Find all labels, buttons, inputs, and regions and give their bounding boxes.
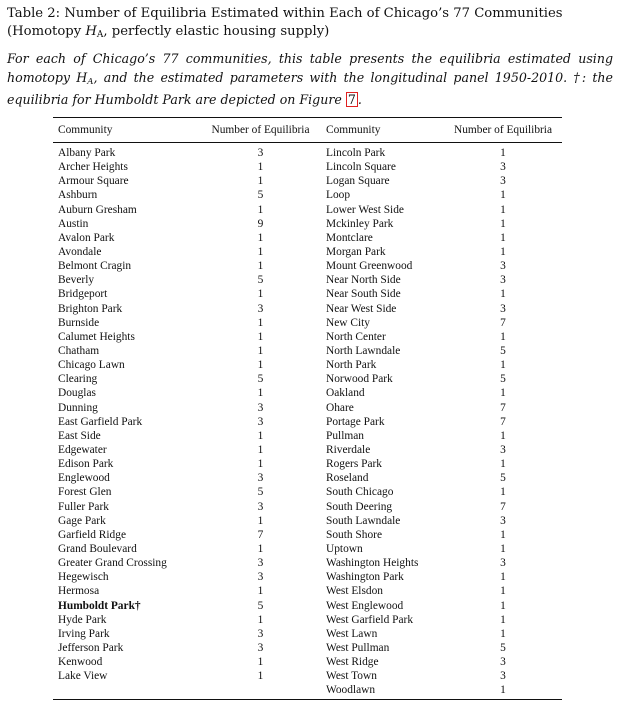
equilibria-count-cell: 1 [500, 246, 506, 259]
table-row [53, 655, 562, 669]
equilibria-count-cell: 5 [500, 373, 506, 386]
equilibria-count-cell: 1 [500, 571, 506, 584]
table-row [53, 358, 562, 372]
community-cell: Calumet Heights [58, 330, 135, 343]
community-cell: Rogers Park [326, 458, 382, 471]
equilibria-count-cell: 5 [257, 189, 264, 202]
community-cell: Washington Heights [326, 557, 419, 570]
community-cell: Lincoln Square [326, 161, 396, 174]
table-row [53, 514, 562, 528]
table-row [53, 372, 562, 386]
community-cell: Norwood Park [326, 373, 393, 386]
equilibria-count-cell: 1 [500, 189, 506, 202]
community-cell: Englewood [58, 472, 110, 485]
community-cell: Uptown [326, 543, 363, 555]
community-cell: Clearing [58, 373, 98, 386]
equilibria-count-cell: 3 [500, 175, 506, 188]
table-row [53, 143, 562, 161]
equilibria-count-cell: 1 [257, 203, 264, 216]
equilibria-count-cell: 1 [500, 203, 506, 216]
table-row [53, 231, 562, 245]
equilibria-count-cell: 1 [257, 175, 264, 188]
community-cell: West Lawn [326, 627, 378, 640]
equilibria-count-cell: 1 [257, 585, 264, 598]
equilibria-count-cell: 1 [257, 288, 264, 301]
header-equilibria-2: Number of Equilibria [453, 124, 553, 136]
equilibria-count-cell: 3 [500, 670, 506, 683]
table-row [53, 627, 562, 641]
community-cell: South Shore [326, 528, 383, 541]
community-cell: West Garfield Park [326, 613, 414, 626]
community-cell: Hermosa [58, 585, 100, 598]
equilibria-count-cell: 3 [500, 656, 506, 669]
community-cell: Grand Boulevard [58, 543, 137, 555]
community-cell: Morgan Park [326, 246, 386, 259]
figure-reference-link[interactable]: 7 [347, 92, 356, 107]
equilibria-count-cell: 1 [500, 613, 506, 626]
equilibria-count-cell: 3 [257, 627, 264, 640]
equilibria-count-cell: 1 [257, 543, 264, 555]
equilibria-count-cell: 3 [500, 302, 506, 315]
table-row [53, 344, 562, 358]
community-cell: Lake View [58, 670, 108, 683]
community-cell: Auburn Gresham [58, 203, 137, 216]
community-cell: Pullman [326, 429, 364, 442]
equilibria-count-cell: 1 [257, 458, 264, 471]
community-cell: Woodlawn [326, 684, 376, 697]
community-cell: Bridgeport [58, 288, 108, 301]
community-cell: Fuller Park [58, 500, 109, 513]
community-cell: Albany Park [58, 147, 116, 160]
community-cell: Washington Park [326, 571, 404, 584]
community-cell: Avondale [58, 246, 102, 259]
equilibria-count-cell: 3 [257, 571, 264, 584]
equilibria-count-cell: 3 [257, 557, 264, 570]
table-row [53, 528, 562, 542]
community-cell: South Lawndale [326, 514, 401, 527]
equilibria-table [53, 117, 562, 700]
community-cell: West Town [326, 670, 377, 683]
community-cell: Edgewater [58, 444, 107, 457]
community-cell: Hegewisch [58, 571, 109, 584]
equilibria-count-cell [198, 683, 323, 700]
equilibria-count-cell: 5 [500, 472, 506, 485]
equilibria-count-cell: 3 [257, 147, 264, 160]
note-text-2: , and the estimated parameters with the longitudinal panel 1950-2010. [93, 69, 568, 85]
equilibria-count-cell: 5 [500, 345, 506, 358]
equilibria-count-cell: 1 [500, 543, 506, 555]
equilibria-count-cell: 1 [500, 231, 506, 244]
community-cell [53, 683, 198, 700]
community-cell: New City [326, 316, 370, 329]
community-cell: Beverly [58, 274, 95, 287]
equilibria-count-cell: 1 [257, 613, 264, 626]
equilibria-count-cell: 1 [257, 231, 264, 244]
community-cell: Portage Park [326, 415, 385, 428]
table-row [53, 542, 562, 556]
equilibria-count-cell: 1 [257, 316, 264, 329]
community-cell: West Ridge [326, 656, 379, 669]
table-body [53, 143, 562, 700]
community-cell: Archer Heights [58, 161, 128, 174]
community-cell: Greater Grand Crossing [58, 557, 167, 570]
equilibria-count-cell: 1 [257, 345, 264, 358]
equilibria-count-cell: 3 [500, 444, 506, 457]
community-cell: Chicago Lawn [58, 359, 125, 372]
equilibria-count-cell: 7 [500, 500, 506, 513]
equilibria-count-cell: 1 [500, 147, 506, 160]
equilibria-count-cell: 1 [257, 246, 264, 259]
header-community-1: Community [58, 124, 113, 136]
community-cell: West Pullman [326, 641, 390, 654]
table-row [53, 500, 562, 514]
equilibria-count-cell: 5 [257, 373, 264, 386]
table-row [53, 485, 562, 499]
equilibria-count-cell: 3 [257, 641, 264, 654]
community-cell: Lincoln Park [326, 147, 386, 160]
community-cell: Near West Side [326, 302, 397, 315]
equilibria-count-cell: 1 [257, 359, 264, 372]
equilibria-count-cell: 3 [500, 260, 506, 273]
table-row [53, 683, 562, 700]
table-row [53, 259, 562, 273]
community-cell: West Elsdon [326, 585, 383, 598]
community-cell: North Lawndale [326, 345, 401, 358]
table-row [53, 457, 562, 471]
table-row [53, 669, 562, 683]
community-cell: Burnside [58, 316, 100, 329]
community-cell: Edison Park [58, 458, 114, 471]
table-row [53, 584, 562, 598]
equilibria-count-cell: 1 [500, 528, 506, 541]
community-cell: Near North Side [326, 274, 401, 287]
table-row [53, 641, 562, 655]
equilibria-count-cell: 3 [500, 161, 506, 174]
equilibria-count-cell: 3 [257, 500, 264, 513]
table-row [53, 599, 562, 613]
community-cell: Irving Park [58, 627, 110, 640]
community-cell: Ashburn [58, 189, 98, 202]
equilibria-count-cell: 1 [257, 444, 264, 457]
equilibria-count-cell: 7 [257, 528, 264, 541]
community-cell: Riverdale [326, 444, 371, 457]
equilibria-count-cell: 9 [257, 217, 264, 230]
note-h-subscript: A [87, 76, 94, 87]
equilibria-count-cell: 7 [500, 316, 506, 329]
equilibria-count-cell: 1 [500, 288, 506, 301]
note-period: . [357, 92, 362, 107]
equilibria-count-cell: 3 [257, 401, 264, 414]
equilibria-count-cell: 3 [257, 472, 264, 485]
equilibria-count-cell: 1 [257, 387, 264, 400]
community-cell: Austin [58, 217, 89, 230]
note-dagger: † [573, 69, 582, 85]
community-cell: Loop [326, 189, 351, 202]
community-cell: Lower West Side [326, 203, 404, 216]
equilibria-count-cell: 3 [500, 274, 506, 287]
caption-h-symbol: H [85, 24, 97, 39]
equilibria-count-cell: 3 [500, 514, 506, 527]
table-row [53, 174, 562, 188]
equilibria-count-cell: 1 [500, 585, 506, 598]
community-cell: Mckinley Park [326, 217, 394, 230]
table-row [53, 203, 562, 217]
table-row [53, 188, 562, 202]
community-cell: Armour Square [58, 175, 129, 188]
table-row [53, 415, 562, 429]
note-text-3: : the equilibria for Humboldt Park are depicted on Figure [7, 69, 613, 107]
equilibria-count-cell: 1 [257, 429, 264, 442]
table-row [53, 401, 562, 415]
community-cell: Oakland [326, 387, 365, 400]
table-row [53, 330, 562, 344]
caption-text-end: , perfectly elastic housing supply) [103, 24, 330, 39]
table-row [53, 217, 562, 231]
table-row [53, 273, 562, 287]
community-cell: Near South Side [326, 288, 401, 301]
note-h-symbol: H [76, 69, 88, 85]
table-header-row [53, 118, 562, 143]
equilibria-count-cell: 3 [500, 557, 506, 570]
community-cell: Humboldt Park† [58, 599, 141, 612]
caption-label: Table 2: [7, 6, 61, 21]
community-cell: Ohare [326, 401, 354, 414]
community-cell: Dunning [58, 401, 98, 414]
header-community-2: Community [326, 124, 381, 136]
table-row [53, 386, 562, 400]
equilibria-count-cell: 1 [500, 486, 506, 499]
header-equilibria-1: Number of Equilibria [211, 124, 310, 136]
table-row [53, 429, 562, 443]
equilibria-count-cell: 1 [257, 670, 264, 683]
community-cell: Kenwood [58, 656, 103, 669]
table-note [7, 50, 613, 110]
community-cell: Brighton Park [58, 302, 123, 315]
equilibria-count-cell: 5 [257, 599, 264, 612]
table-row [53, 302, 562, 316]
community-cell: North Center [326, 330, 386, 343]
equilibria-count-cell: 3 [257, 415, 264, 428]
equilibria-count-cell: 1 [257, 161, 264, 174]
community-cell: Garfield Ridge [58, 528, 127, 541]
equilibria-count-cell: 5 [257, 274, 264, 287]
community-cell: Jefferson Park [58, 641, 124, 654]
community-cell: Gage Park [58, 514, 106, 527]
table-row [53, 471, 562, 485]
equilibria-count-cell: 1 [500, 387, 506, 400]
community-cell: Hyde Park [58, 613, 107, 626]
equilibria-count-cell: 7 [500, 401, 506, 414]
equilibria-count-cell: 1 [257, 330, 264, 343]
caption-h-subscript: A [96, 30, 104, 40]
equilibria-count-cell: 3 [257, 302, 264, 315]
equilibria-count-cell: 1 [500, 684, 506, 697]
equilibria-count-cell: 1 [257, 260, 264, 273]
community-cell: South Chicago [326, 486, 394, 499]
table-row [53, 556, 562, 570]
caption-text: Number of Equilibria Estimated within Each of Chicago’s 77 Communities (Homotopy [7, 6, 563, 39]
table-row [53, 160, 562, 174]
table-caption [7, 5, 613, 44]
equilibria-count-cell: 1 [500, 330, 506, 343]
table-row [53, 443, 562, 457]
community-cell: South Deering [326, 500, 393, 513]
community-cell: Douglas [58, 387, 96, 400]
community-cell: Roseland [326, 472, 369, 485]
equilibria-count-cell: 1 [500, 599, 506, 612]
table-row [53, 245, 562, 259]
equilibria-count-cell: 1 [257, 656, 264, 669]
community-cell: North Park [326, 359, 377, 372]
community-cell: Montclare [326, 231, 373, 244]
equilibria-count-cell: 5 [500, 641, 506, 654]
community-cell: Mount Greenwood [326, 260, 413, 273]
table-row [53, 570, 562, 584]
community-cell: Logan Square [326, 175, 390, 188]
community-cell: Chatham [58, 345, 100, 358]
equilibria-count-cell: 1 [500, 217, 506, 230]
equilibria-count-cell: 1 [500, 359, 506, 372]
table-row [53, 287, 562, 301]
community-cell: East Side [58, 429, 101, 442]
community-cell: Avalon Park [58, 231, 115, 244]
equilibria-count-cell: 1 [257, 514, 264, 527]
equilibria-count-cell: 7 [500, 415, 506, 428]
equilibria-count-cell: 5 [257, 486, 264, 499]
community-cell: West Englewood [326, 599, 404, 612]
community-cell: Belmont Cragin [58, 260, 132, 273]
table-row [53, 316, 562, 330]
equilibria-count-cell: 1 [500, 627, 506, 640]
equilibria-count-cell: 1 [500, 458, 506, 471]
community-cell: Forest Glen [58, 486, 112, 499]
community-cell: East Garfield Park [58, 415, 143, 428]
equilibria-count-cell: 1 [500, 429, 506, 442]
table-row [53, 613, 562, 627]
note-text-1: For each of Chicago’s 77 communities, this table presents the equilibria estimated using homotopy [7, 51, 613, 85]
